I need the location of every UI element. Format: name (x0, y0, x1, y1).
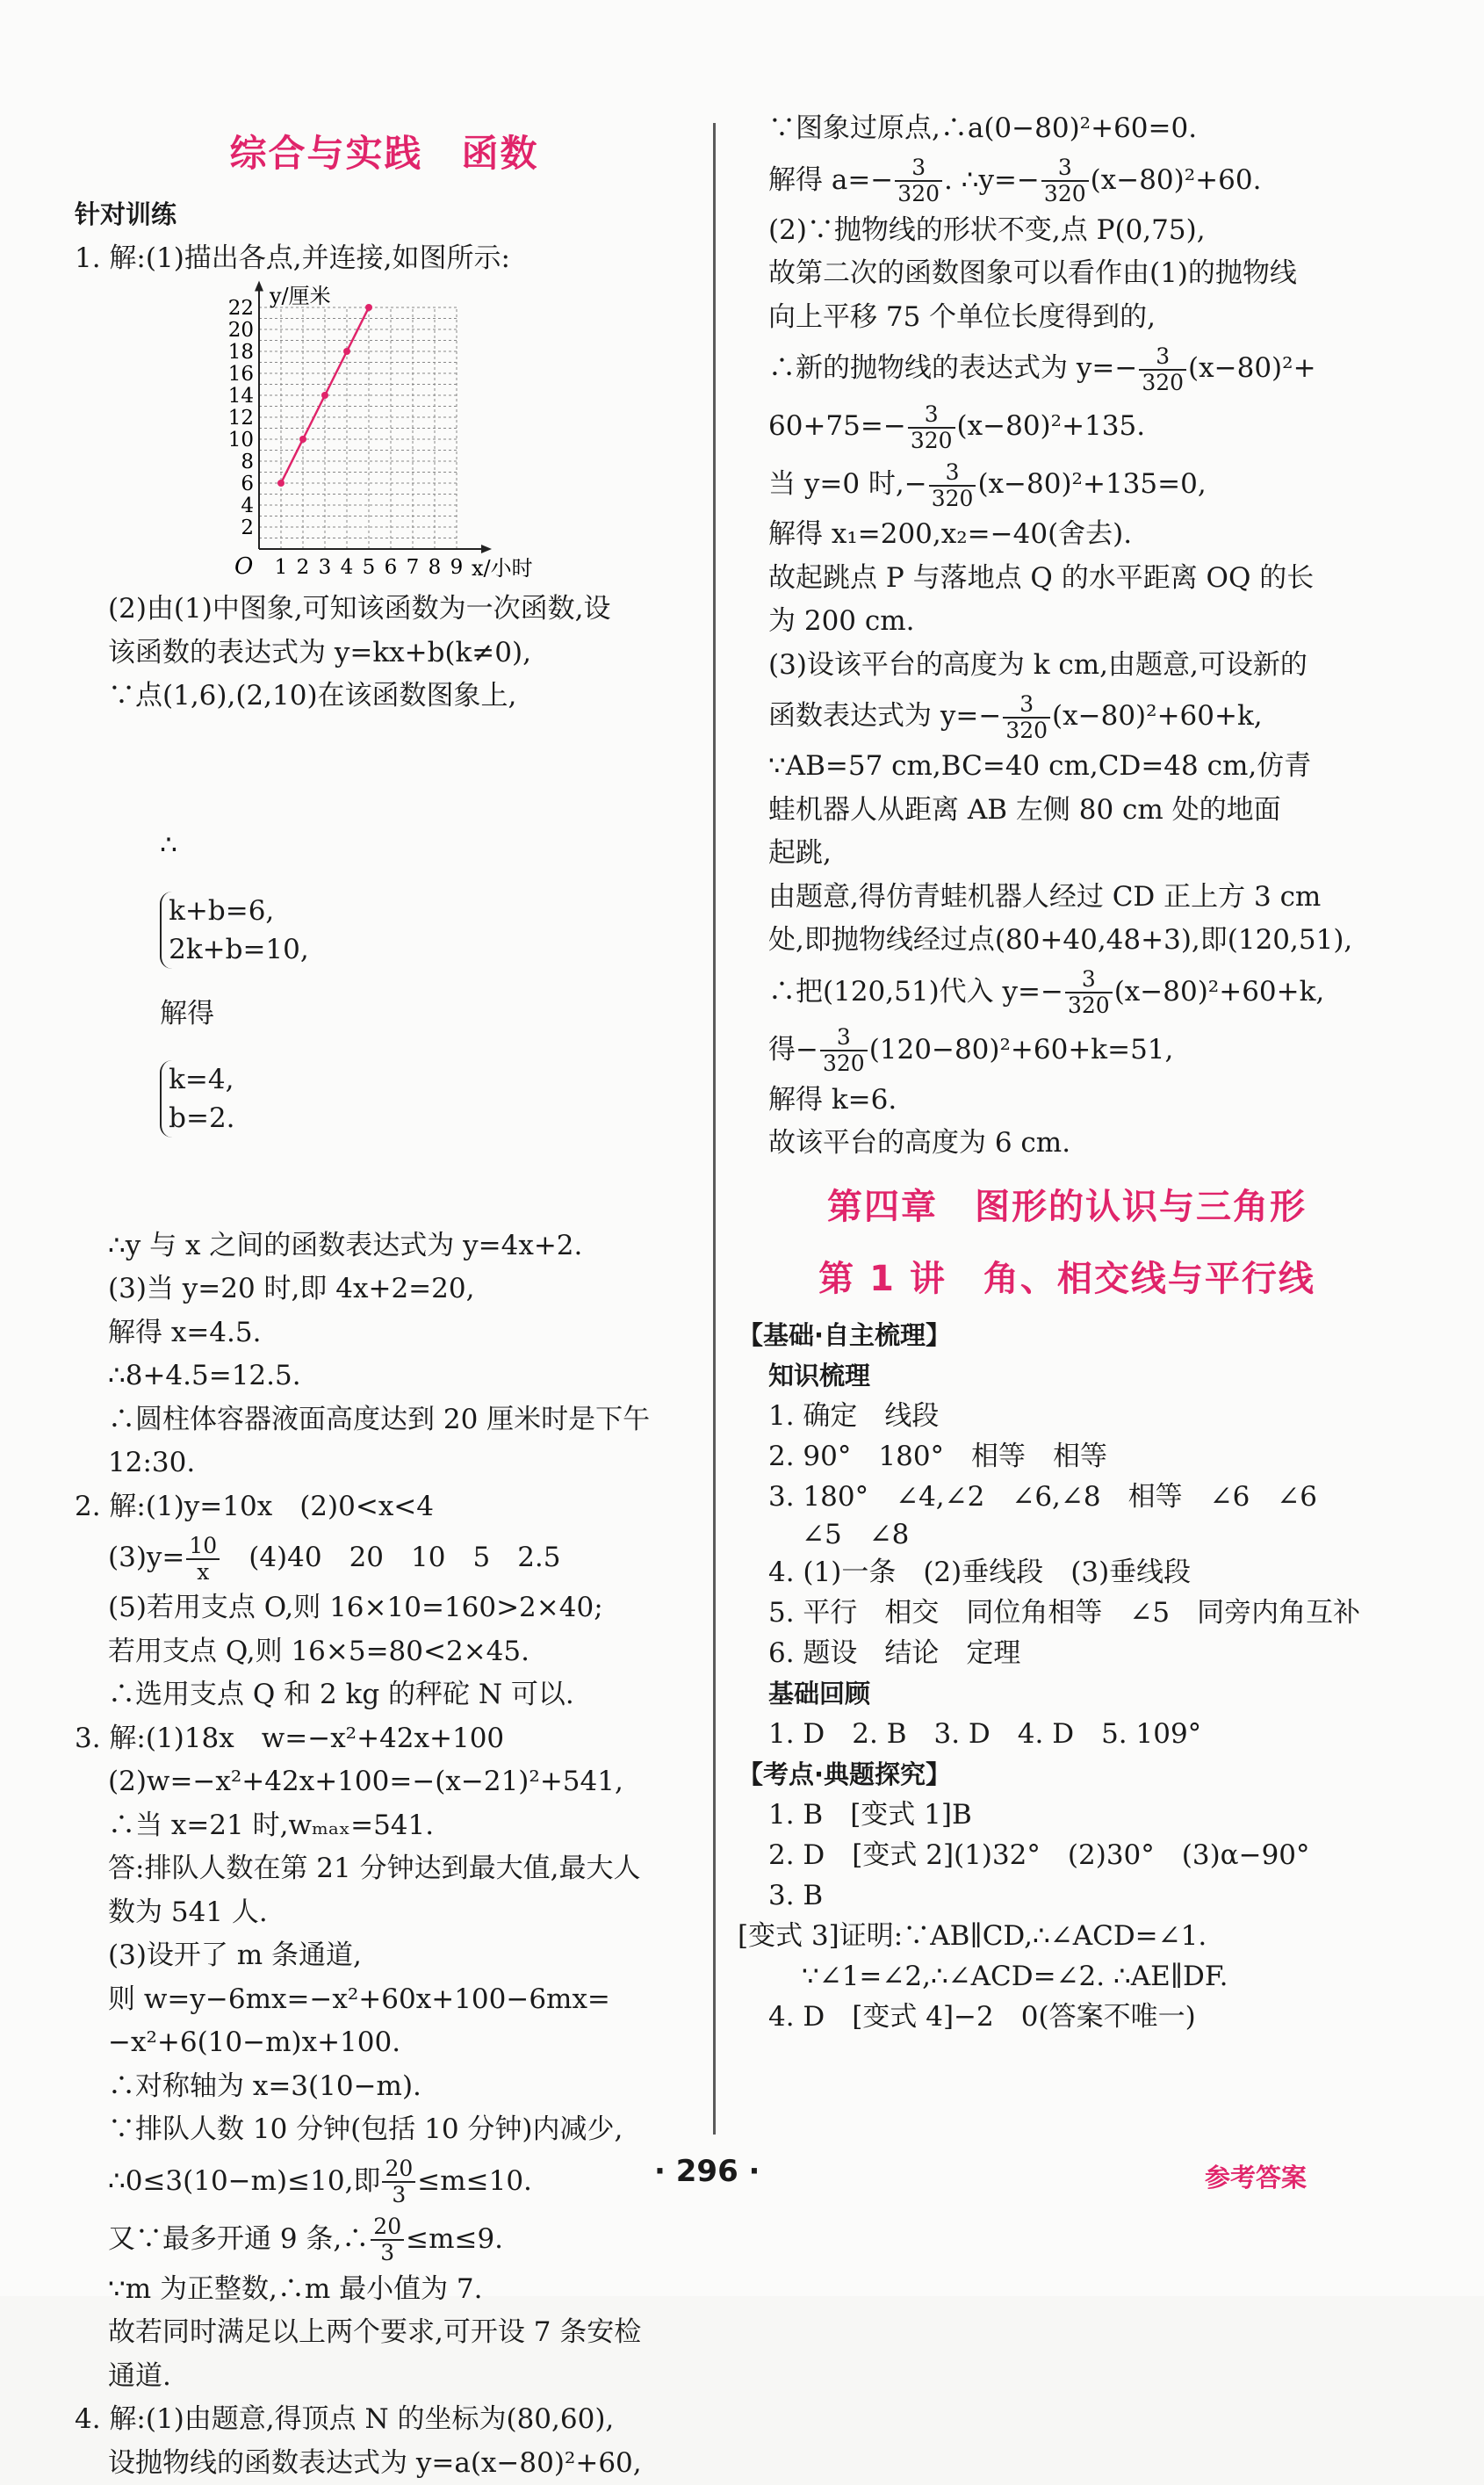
text-line: (2)w=−x²+42x+100=−(x−21)²+541, (75, 1760, 694, 1804)
x-tick-label: 8 (429, 556, 442, 579)
equation-system-2 (160, 1060, 234, 1138)
text-fragment: 当 y=0 时,− (768, 468, 927, 500)
text-fragment: (4)40 20 10 5 2.5 (221, 1542, 560, 1573)
text-line: 答:排队人数在第 21 分钟达到最大值,最大人 (75, 1847, 694, 1891)
x-tick-label: 5 (363, 556, 376, 579)
denominator: 3 (371, 2241, 404, 2265)
numerator: 10 (186, 1534, 220, 1560)
text-line: −x²+6(10−m)x+100. (75, 2021, 694, 2065)
data-point (343, 348, 350, 355)
numerator: 20 (371, 2214, 404, 2241)
therefore-symbol: ∴ (160, 829, 177, 861)
text-line: ∵AB=57 cm,BC=40 cm,CD=48 cm,仿青 (768, 745, 1365, 789)
text-line: 故若同时满足以上两个要求,可开设 7 条安检 (75, 2311, 694, 2355)
text-fragment: ≤m≤10. (417, 2165, 532, 2197)
data-point (277, 480, 285, 487)
denominator: 320 (1065, 993, 1113, 1018)
text-line: ∵点(1,6),(2,10)在该函数图象上, (75, 675, 694, 719)
y-tick-label: 12 (228, 407, 254, 430)
formula-line (768, 687, 1365, 745)
text-line: 解得 x₁=200,x₂=−40(舍去). (768, 513, 1365, 557)
y-tick-label: 6 (241, 473, 254, 495)
answer-line: 4. D [变式 4]−2 0(答案不唯一) (768, 1997, 1365, 2037)
y-tick-label: 2 (241, 517, 254, 539)
section-title: 综合与实践 函数 (75, 114, 694, 193)
x-axis-label: x/小时 (472, 556, 533, 581)
text-fragment: (120−80)²+60+k=51, (869, 1034, 1174, 1066)
text-line: 处,即抛物线经过点(80+40,48+3),即(120,51), (768, 919, 1365, 963)
fraction (1003, 692, 1050, 743)
section-heading: 【考点·典题探究】 (738, 1754, 1365, 1795)
lecture-title: 第 1 讲 角、相交线与平行线 (768, 1243, 1365, 1315)
text-fragment: . ∴y=− (944, 164, 1040, 196)
y-tick-label: 14 (228, 385, 254, 408)
denominator: 320 (1041, 182, 1089, 206)
numerator: 3 (908, 402, 955, 429)
text-line: 数为 541 人. (75, 1891, 694, 1935)
answer-line: 6. 题设 结论 定理 (768, 1633, 1365, 1673)
x-axis-arrow (481, 545, 492, 553)
x-tick-label: 6 (385, 556, 398, 579)
text-fragment: (x−80)²+60+k, (1052, 700, 1263, 732)
denominator: 320 (895, 182, 942, 206)
numerator: 3 (1065, 967, 1113, 993)
y-tick-labels (228, 297, 254, 539)
data-point (321, 392, 328, 399)
formula-line (768, 455, 1365, 513)
y-tick-label: 20 (228, 319, 254, 342)
text-line: ∵图象过原点,∴a(0−80)²+60=0. (768, 107, 1365, 151)
denominator: 320 (1003, 719, 1050, 743)
text-fragment: (x−80)²+ (1188, 352, 1316, 384)
fraction (929, 460, 976, 511)
answer-line: 5. 平行 相交 同位角相等 ∠5 同旁内角互补 (768, 1593, 1365, 1633)
equation: 2k+b=10, (169, 930, 309, 969)
formula-line (768, 1021, 1365, 1079)
y-tick-label: 10 (228, 429, 254, 451)
answer-line: ∵∠1=∠2,∴∠ACD=∠2. ∴AE∥DF. (768, 1956, 1365, 1997)
x-tick-label: 9 (450, 556, 464, 579)
text-line: 解得 x=4.5. (75, 1311, 694, 1355)
text-fragment: ∴0≤3(10−m)≤10,即 (108, 2165, 380, 2197)
x-tick-label: 7 (407, 556, 420, 579)
y-tick-label: 18 (228, 341, 254, 364)
numerator: 20 (382, 2156, 415, 2183)
denominator: x (186, 1560, 220, 1585)
page-number: · 296 · (654, 2154, 760, 2189)
text-line: 则 w=y−6mx=−x²+60x+100−6mx= (75, 1978, 694, 2022)
x-tick-label: 2 (297, 556, 310, 579)
numerator: 3 (1139, 344, 1186, 371)
x-tick-label: 3 (319, 556, 332, 579)
text-fragment: 得− (768, 1034, 818, 1066)
denominator: 320 (820, 1051, 868, 1076)
text-line: 该函数的表达式为 y=kx+b(k≠0), (75, 632, 694, 675)
formula-line (768, 963, 1365, 1021)
answer-4-line: 4. 解:(1)由题意,得顶点 N 的坐标为(80,60), (75, 2398, 694, 2442)
chapter-title: 第四章 图形的认识与三角形 (768, 1171, 1365, 1243)
text-fragment: (x−80)²+60. (1091, 164, 1262, 196)
text-fragment: (x−80)²+60+k, (1114, 976, 1325, 1008)
text-fragment: (x−80)²+135=0, (977, 468, 1206, 500)
numerator: 3 (820, 1025, 868, 1051)
answer-line: 3. 180° ∠4,∠2 ∠6,∠8 相等 ∠6 ∠6 (768, 1477, 1365, 1517)
text-fragment: 60+75=− (768, 410, 906, 442)
x-tick-labels (275, 556, 464, 579)
denominator: 320 (929, 487, 976, 511)
equation-system-1 (160, 892, 309, 969)
sub-heading: 知识梳理 (768, 1355, 1365, 1396)
fraction (1041, 155, 1089, 206)
text-fragment: ∴新的抛物线的表达式为 y=− (768, 352, 1137, 384)
y-axis-label: y/厘米 (269, 284, 331, 308)
formula-line (75, 1528, 694, 1586)
numerator: 3 (1041, 155, 1089, 182)
y-tick-label: 22 (228, 297, 254, 320)
answer-line: 2. D [变式 2](1)32° (2)30° (3)α−90° (768, 1835, 1365, 1875)
formula-line (768, 397, 1365, 455)
y-axis-arrow (255, 281, 263, 292)
text-fragment: 解得 a=− (768, 164, 893, 196)
numerator: 3 (895, 155, 942, 182)
text-line: 起跳, (768, 832, 1365, 876)
function-graph (206, 285, 505, 584)
text-line: ∴选用支点 Q 和 2 kg 的秤砣 N 可以. (75, 1673, 694, 1717)
answer-line: 1. B [变式 1]B (768, 1795, 1365, 1835)
text-line: 由题意,得仿青蛙机器人经过 CD 正上方 3 cm (768, 876, 1365, 920)
text-line: ∵m 为正整数,∴m 最小值为 7. (75, 2268, 694, 2312)
left-column (75, 114, 694, 2485)
answer-line: [变式 3]证明:∵AB∥CD,∴∠ACD=∠1. (738, 1916, 1365, 1956)
formula-line (75, 2152, 694, 2210)
text-line: 为 200 cm. (768, 600, 1365, 644)
text-line: (3)设开了 m 条通道, (75, 1934, 694, 1978)
answer-line: 3. B (768, 1875, 1365, 1916)
equation: k+b=6, (169, 892, 309, 930)
text-line: 若用支点 Q,则 16×5=80<2×45. (75, 1630, 694, 1674)
text-line: ∴y 与 x 之间的函数表达式为 y=4x+2. (75, 1224, 694, 1268)
fraction (908, 402, 955, 453)
equation: k=4, (169, 1060, 234, 1099)
formula-line (768, 339, 1365, 397)
numerator: 3 (929, 460, 976, 487)
text-fragment: (3)y= (108, 1542, 184, 1573)
denominator: 3 (382, 2183, 415, 2207)
subheading: 针对训练 (75, 193, 694, 237)
text-line: 设抛物线的函数表达式为 y=a(x−80)²+60, (75, 2442, 694, 2485)
origin-label: O (234, 553, 253, 580)
text-line: 蛙机器人从距离 AB 左侧 80 cm 处的地面 (768, 789, 1365, 833)
y-tick-label: 16 (228, 363, 254, 386)
data-point (299, 436, 306, 443)
data-point (365, 304, 372, 311)
answer-line: 1. 确定 线段 (768, 1396, 1365, 1436)
equation: b=2. (169, 1099, 234, 1138)
text-fragment: ∴把(120,51)代入 y=− (768, 976, 1063, 1008)
equation-system-line (75, 719, 694, 1224)
text-line: ∴8+4.5=12.5. (75, 1354, 694, 1398)
text-line: 向上平移 75 个单位长度得到的, (768, 296, 1365, 340)
fraction (895, 155, 942, 206)
text-line: (2)∵抛物线的形状不变,点 P(0,75), (768, 209, 1365, 253)
answer-line: ∠5 ∠8 (768, 1517, 1365, 1552)
fraction (820, 1025, 868, 1076)
text-line: 故起跳点 P 与落地点 Q 的水平距离 OQ 的长 (768, 557, 1365, 601)
text-line: (3)设该平台的高度为 k cm,由题意,可设新的 (768, 644, 1365, 688)
text-fragment: (x−80)²+135. (957, 410, 1146, 442)
text-fragment: 又∵最多开通 9 条,∴ (108, 2223, 369, 2255)
x-tick-label: 1 (275, 556, 288, 579)
formula-line (768, 151, 1365, 209)
text-line: 故第二次的函数图象可以看作由(1)的抛物线 (768, 252, 1365, 296)
fraction (186, 1534, 220, 1585)
chart-grid (259, 307, 457, 549)
answer-1-intro: 1. 解:(1)描出各点,并连接,如图所示: (75, 237, 694, 281)
right-column (768, 114, 1365, 2037)
denominator: 320 (1139, 371, 1186, 395)
footer-label: 参考答案 (1205, 2158, 1307, 2194)
x-tick-label: 4 (341, 556, 354, 579)
numerator: 3 (1003, 692, 1050, 719)
denominator: 320 (908, 429, 955, 453)
text-line: 通道. (75, 2355, 694, 2399)
text-line: ∴当 x=21 时,wₘₐₓ=541. (75, 1804, 694, 1848)
text-line: (5)若用支点 O,则 16×10=160>2×40; (75, 1586, 694, 1630)
fraction (1065, 967, 1113, 1018)
text-line: ∴圆柱体容器液面高度达到 20 厘米时是下午 (75, 1398, 694, 1442)
column-divider (713, 123, 716, 2135)
solve-word: 解得 (160, 998, 214, 1029)
formula-line (75, 2210, 694, 2268)
text-line: 12:30. (75, 1441, 694, 1485)
text-line: (3)当 y=20 时,即 4x+2=20, (75, 1268, 694, 1311)
text-line: ∴对称轴为 x=3(10−m). (75, 2065, 694, 2109)
answer-3-line: 3. 解:(1)18x w=−x²+42x+100 (75, 1717, 694, 1761)
answer-line: 2. 90° 180° 相等 相等 (768, 1436, 1365, 1477)
answer-line: 1. D 2. B 3. D 4. D 5. 109° (768, 1714, 1365, 1754)
answer-line: 4. (1)一条 (2)垂线段 (3)垂线段 (768, 1552, 1365, 1593)
text-line: 故该平台的高度为 6 cm. (768, 1122, 1365, 1166)
text-line: 解得 k=6. (768, 1079, 1365, 1123)
text-fragment: 函数表达式为 y=− (768, 700, 1001, 732)
section-heading: 【基础·自主梳理】 (738, 1315, 1365, 1355)
y-tick-label: 4 (241, 495, 254, 517)
text-line: ∵排队人数 10 分钟(包括 10 分钟)内减少, (75, 2108, 694, 2152)
sub-heading: 基础回顾 (768, 1673, 1365, 1714)
fraction (1139, 344, 1186, 395)
answer-2-line: 2. 解:(1)y=10x (2)0<x<4 (75, 1485, 694, 1529)
y-tick-label: 8 (241, 451, 254, 473)
fraction (371, 2214, 404, 2265)
text-line: (2)由(1)中图象,可知该函数为一次函数,设 (75, 588, 694, 632)
fraction (382, 2156, 415, 2207)
text-fragment: ≤m≤9. (406, 2223, 503, 2255)
